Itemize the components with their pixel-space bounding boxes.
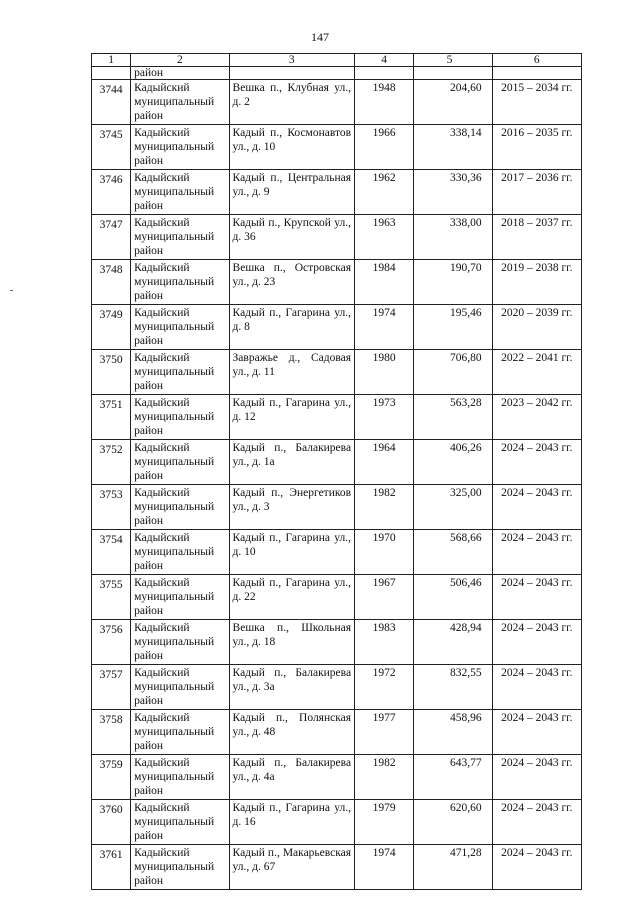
area-cell: 706,80 [414, 350, 492, 395]
table-row [92, 395, 582, 440]
period-cell: 2024 – 2043 гг. [492, 620, 581, 665]
district-cell: Кадыйский муниципальный район [131, 620, 229, 665]
period-cell: 2024 – 2043 гг. [492, 710, 581, 755]
area-cell: 190,70 [414, 260, 492, 305]
row-number-cell: 3750 [92, 350, 131, 395]
table-row [92, 260, 582, 305]
year-cell: 1977 [355, 710, 414, 755]
district-cell: Кадыйский муниципальный район [131, 845, 229, 890]
row-number-cell: 3744 [92, 80, 131, 125]
area-cell: 330,36 [414, 170, 492, 215]
area-cell: 406,26 [414, 440, 492, 485]
continued-district-cell: район [131, 67, 229, 80]
address-cell: Кадый п., Полянская ул., д. 48 [229, 710, 355, 755]
address-cell: Кадый п., Балакирева ул., д. 4а [229, 755, 355, 800]
period-cell: 2024 – 2043 гг. [492, 530, 581, 575]
address-cell: Кадый п., Космонавтов ул., д. 10 [229, 125, 355, 170]
row-number-cell: 3749 [92, 305, 131, 350]
area-cell: 643,77 [414, 755, 492, 800]
address-cell: Кадый п., Крупской ул., д. 36 [229, 215, 355, 260]
table-row [92, 530, 582, 575]
row-number-cell: 3758 [92, 710, 131, 755]
district-cell: Кадыйский муниципальный район [131, 170, 229, 215]
table-row [92, 485, 582, 530]
district-cell: Кадыйский муниципальный район [131, 350, 229, 395]
row-number-cell: 3757 [92, 665, 131, 710]
area-cell: 471,28 [414, 845, 492, 890]
row-number-cell: 3761 [92, 845, 131, 890]
row-number-cell: 3756 [92, 620, 131, 665]
period-cell: 2024 – 2043 гг. [492, 665, 581, 710]
district-cell: Кадыйский муниципальный район [131, 530, 229, 575]
district-cell: Кадыйский муниципальный район [131, 260, 229, 305]
district-cell: Кадыйский муниципальный район [131, 755, 229, 800]
district-cell: Кадыйский муниципальный район [131, 710, 229, 755]
row-number-cell: 3755 [92, 575, 131, 620]
district-cell: Кадыйский муниципальный район [131, 800, 229, 845]
area-cell: 568,66 [414, 530, 492, 575]
area-cell: 428,94 [414, 620, 492, 665]
address-cell: Вешка п., Школьная ул., д. 18 [229, 620, 355, 665]
address-cell: Вешка п., Островская ул., д. 23 [229, 260, 355, 305]
row-number-cell: 3760 [92, 800, 131, 845]
row-number-cell: 3748 [92, 260, 131, 305]
row-number-cell: 3747 [92, 215, 131, 260]
district-cell: Кадыйский муниципальный район [131, 485, 229, 530]
table-row [92, 80, 582, 125]
period-cell: 2016 – 2035 гг. [492, 125, 581, 170]
district-cell: Кадыйский муниципальный район [131, 665, 229, 710]
period-cell: 2017 – 2036 гг. [492, 170, 581, 215]
period-cell: 2023 – 2042 гг. [492, 395, 581, 440]
area-cell: 338,14 [414, 125, 492, 170]
period-cell: 2020 – 2039 гг. [492, 305, 581, 350]
table-row [92, 575, 582, 620]
address-cell: Кадый п., Гагарина ул., д. 8 [229, 305, 355, 350]
row-number-cell: 3752 [92, 440, 131, 485]
period-cell: 2019 – 2038 гг. [492, 260, 581, 305]
year-cell: 1967 [355, 575, 414, 620]
table-row [92, 665, 582, 710]
year-cell: 1963 [355, 215, 414, 260]
address-cell: Кадый п., Гагарина ул., д. 12 [229, 395, 355, 440]
table-row [92, 215, 582, 260]
table-row [92, 170, 582, 215]
year-cell: 1983 [355, 620, 414, 665]
table-row [92, 710, 582, 755]
period-cell: 2024 – 2043 гг. [492, 440, 581, 485]
year-cell: 1970 [355, 530, 414, 575]
area-cell: 204,60 [414, 80, 492, 125]
area-cell: 506,46 [414, 575, 492, 620]
column-header: 1 [92, 54, 131, 67]
district-cell: Кадыйский муниципальный район [131, 395, 229, 440]
period-cell: 2024 – 2043 гг. [492, 800, 581, 845]
housing-table [91, 53, 582, 890]
district-cell: Кадыйский муниципальный район [131, 305, 229, 350]
year-cell: 1982 [355, 485, 414, 530]
period-cell: 2024 – 2043 гг. [492, 575, 581, 620]
row-number-cell: 3754 [92, 530, 131, 575]
row-number-cell: 3745 [92, 125, 131, 170]
year-cell: 1982 [355, 755, 414, 800]
continuation-row [92, 67, 582, 80]
table-row [92, 620, 582, 665]
area-cell: 832,55 [414, 665, 492, 710]
column-header: 2 [131, 54, 229, 67]
district-cell: Кадыйский муниципальный район [131, 575, 229, 620]
area-cell: 563,28 [414, 395, 492, 440]
year-cell: 1974 [355, 845, 414, 890]
column-header: 3 [229, 54, 355, 67]
column-header: 5 [414, 54, 492, 67]
period-cell: 2015 – 2034 гг. [492, 80, 581, 125]
table-row [92, 800, 582, 845]
year-cell: 1948 [355, 80, 414, 125]
address-cell: Завражье д., Садовая ул., д. 11 [229, 350, 355, 395]
address-cell: Кадый п., Энергетиков ул., д. 3 [229, 485, 355, 530]
period-cell: 2024 – 2043 гг. [492, 845, 581, 890]
address-cell: Кадый п., Балакирева ул., д. 3а [229, 665, 355, 710]
year-cell: 1979 [355, 800, 414, 845]
year-cell: 1966 [355, 125, 414, 170]
table-row [92, 845, 582, 890]
period-cell: 2024 – 2043 гг. [492, 485, 581, 530]
year-cell: 1962 [355, 170, 414, 215]
table-row [92, 440, 582, 485]
period-cell: 2024 – 2043 гг. [492, 755, 581, 800]
year-cell: 1973 [355, 395, 414, 440]
address-cell: Кадый п., Макарьевская ул., д. 67 [229, 845, 355, 890]
address-cell: Кадый п., Центральная ул., д. 9 [229, 170, 355, 215]
column-header: 4 [355, 54, 414, 67]
row-number-cell: 3753 [92, 485, 131, 530]
address-cell: Кадый п., Гагарина ул., д. 22 [229, 575, 355, 620]
year-cell: 1972 [355, 665, 414, 710]
table-row [92, 125, 582, 170]
address-cell: Кадый п., Балакирева ул., д. 1а [229, 440, 355, 485]
address-cell: Кадый п., Гагарина ул., д. 16 [229, 800, 355, 845]
district-cell: Кадыйский муниципальный район [131, 125, 229, 170]
table-row [92, 755, 582, 800]
district-cell: Кадыйский муниципальный район [131, 215, 229, 260]
area-cell: 620,60 [414, 800, 492, 845]
area-cell: 195,46 [414, 305, 492, 350]
district-cell: Кадыйский муниципальный район [131, 80, 229, 125]
address-cell: Кадый п., Гагарина ул., д. 10 [229, 530, 355, 575]
district-cell: Кадыйский муниципальный район [131, 440, 229, 485]
year-cell: 1984 [355, 260, 414, 305]
period-cell: 2022 – 2041 гг. [492, 350, 581, 395]
table-row [92, 305, 582, 350]
page-number: 147 [311, 30, 329, 44]
year-cell: 1974 [355, 305, 414, 350]
year-cell: 1980 [355, 350, 414, 395]
column-header: 6 [492, 54, 581, 67]
area-cell: 325,00 [414, 485, 492, 530]
year-cell: 1964 [355, 440, 414, 485]
row-number-cell: 3751 [92, 395, 131, 440]
table-header-row [92, 54, 582, 67]
address-cell: Вешка п., Клубная ул., д. 2 [229, 80, 355, 125]
area-cell: 338,00 [414, 215, 492, 260]
period-cell: 2018 – 2037 гг. [492, 215, 581, 260]
table-row [92, 350, 582, 395]
row-number-cell: 3746 [92, 170, 131, 215]
area-cell: 458,96 [414, 710, 492, 755]
row-number-cell: 3759 [92, 755, 131, 800]
scan-mark [10, 290, 13, 291]
